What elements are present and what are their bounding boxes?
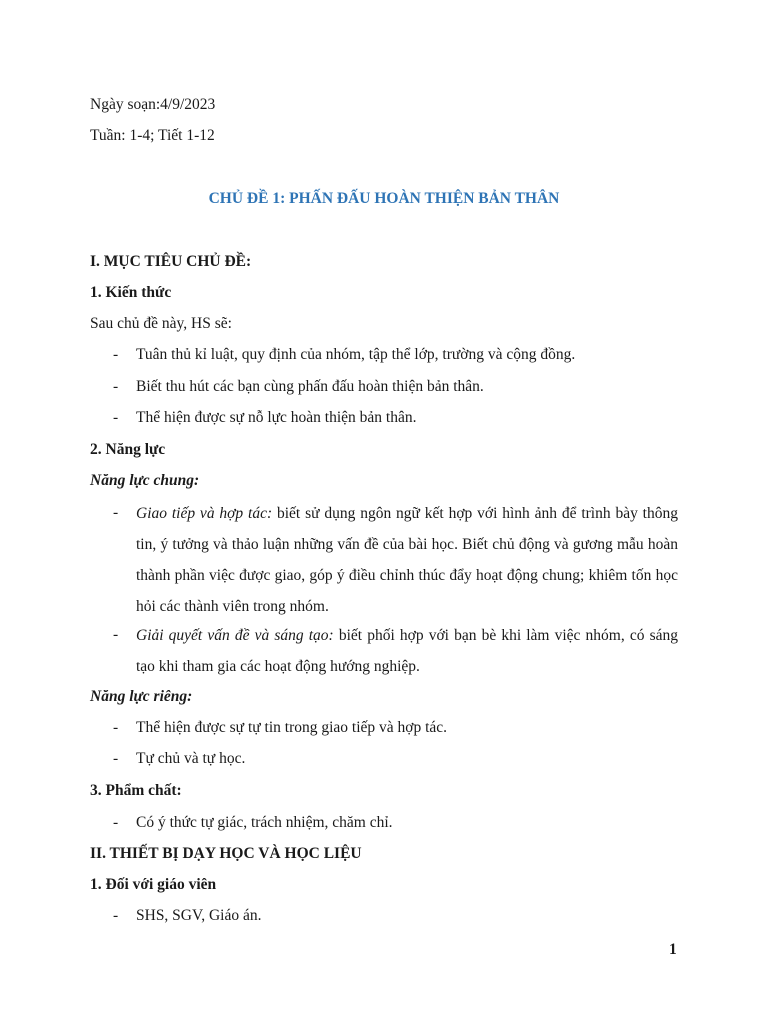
bullet-dash: - [113, 378, 119, 395]
knowledge-heading: 1. Kiến thức [90, 284, 172, 301]
quality-item: Có ý thức tự giác, trách nhiệm, chăm chỉ. [136, 814, 393, 831]
section2-heading: II. THIẾT BỊ DẠY HỌC VÀ HỌC LIỆU [90, 845, 362, 862]
bullet-dash: - [113, 504, 119, 521]
bullet-dash: - [113, 907, 119, 924]
bullet-dash: - [113, 346, 119, 363]
item-lead: Giao tiếp và hợp tác: [136, 505, 273, 522]
specific-competency-heading: Năng lực riêng: [90, 688, 193, 705]
specific-competency-item: Tự chủ và tự học. [136, 750, 246, 767]
date-line: Ngày soạn:4/9/2023 [90, 96, 216, 113]
general-competency-heading: Năng lực chung: [90, 472, 200, 489]
teacher-heading: 1. Đối với giáo viên [90, 876, 217, 893]
section1-heading: I. MỤC TIÊU CHỦ ĐỀ: [90, 253, 252, 270]
specific-competency-item: Thể hiện được sự tự tin trong giao tiếp và hợp tác. [136, 719, 448, 736]
bullet-dash: - [113, 814, 119, 831]
knowledge-intro: Sau chủ đề này, HS sẽ: [90, 315, 232, 332]
item-lead: Giải quyết vấn đề và sáng tạo: [136, 627, 334, 644]
week-line: Tuần: 1-4; Tiết 1-12 [90, 127, 215, 144]
general-competency-item [136, 498, 678, 622]
competency-heading: 2. Năng lực [90, 441, 166, 458]
document-title: CHỦ ĐỀ 1: PHẤN ĐẤU HOÀN THIỆN BẢN THÂN [208, 190, 560, 207]
item-text: biết sử dụng ngôn ngữ kết hợp với hình ảnh để trình bày thông tin, ý tưởng và thảo luận những vấn đề của bài học. Biết chủ động và gương mẫu hoàn thành phần việc được giao, góp ý điều chỉnh thúc đẩy hoạt động chung; khiêm tốn học hỏi các thành viên trong nhóm. [136, 505, 678, 615]
teacher-item: SHS, SGV, Giáo án. [136, 907, 262, 924]
bullet-dash: - [113, 719, 119, 736]
knowledge-item: Tuân thủ kỉ luật, quy định của nhóm, tập thể lớp, trường và cộng đồng. [136, 346, 576, 363]
bullet-dash: - [113, 626, 119, 643]
general-competency-item [136, 620, 678, 682]
bullet-dash: - [113, 750, 119, 767]
page-number: 1 [669, 941, 677, 958]
quality-heading: 3. Phẩm chất: [90, 782, 182, 799]
bullet-dash: - [113, 409, 119, 426]
knowledge-item: Biết thu hút các bạn cùng phấn đấu hoàn thiện bản thân. [136, 378, 484, 395]
item-text: biết phối hợp với bạn bè khi làm việc nhóm, có sáng tạo khi tham gia các hoạt động hướng nghiệp. [136, 627, 678, 675]
knowledge-item: Thể hiện được sự nỗ lực hoàn thiện bản thân. [136, 409, 417, 426]
